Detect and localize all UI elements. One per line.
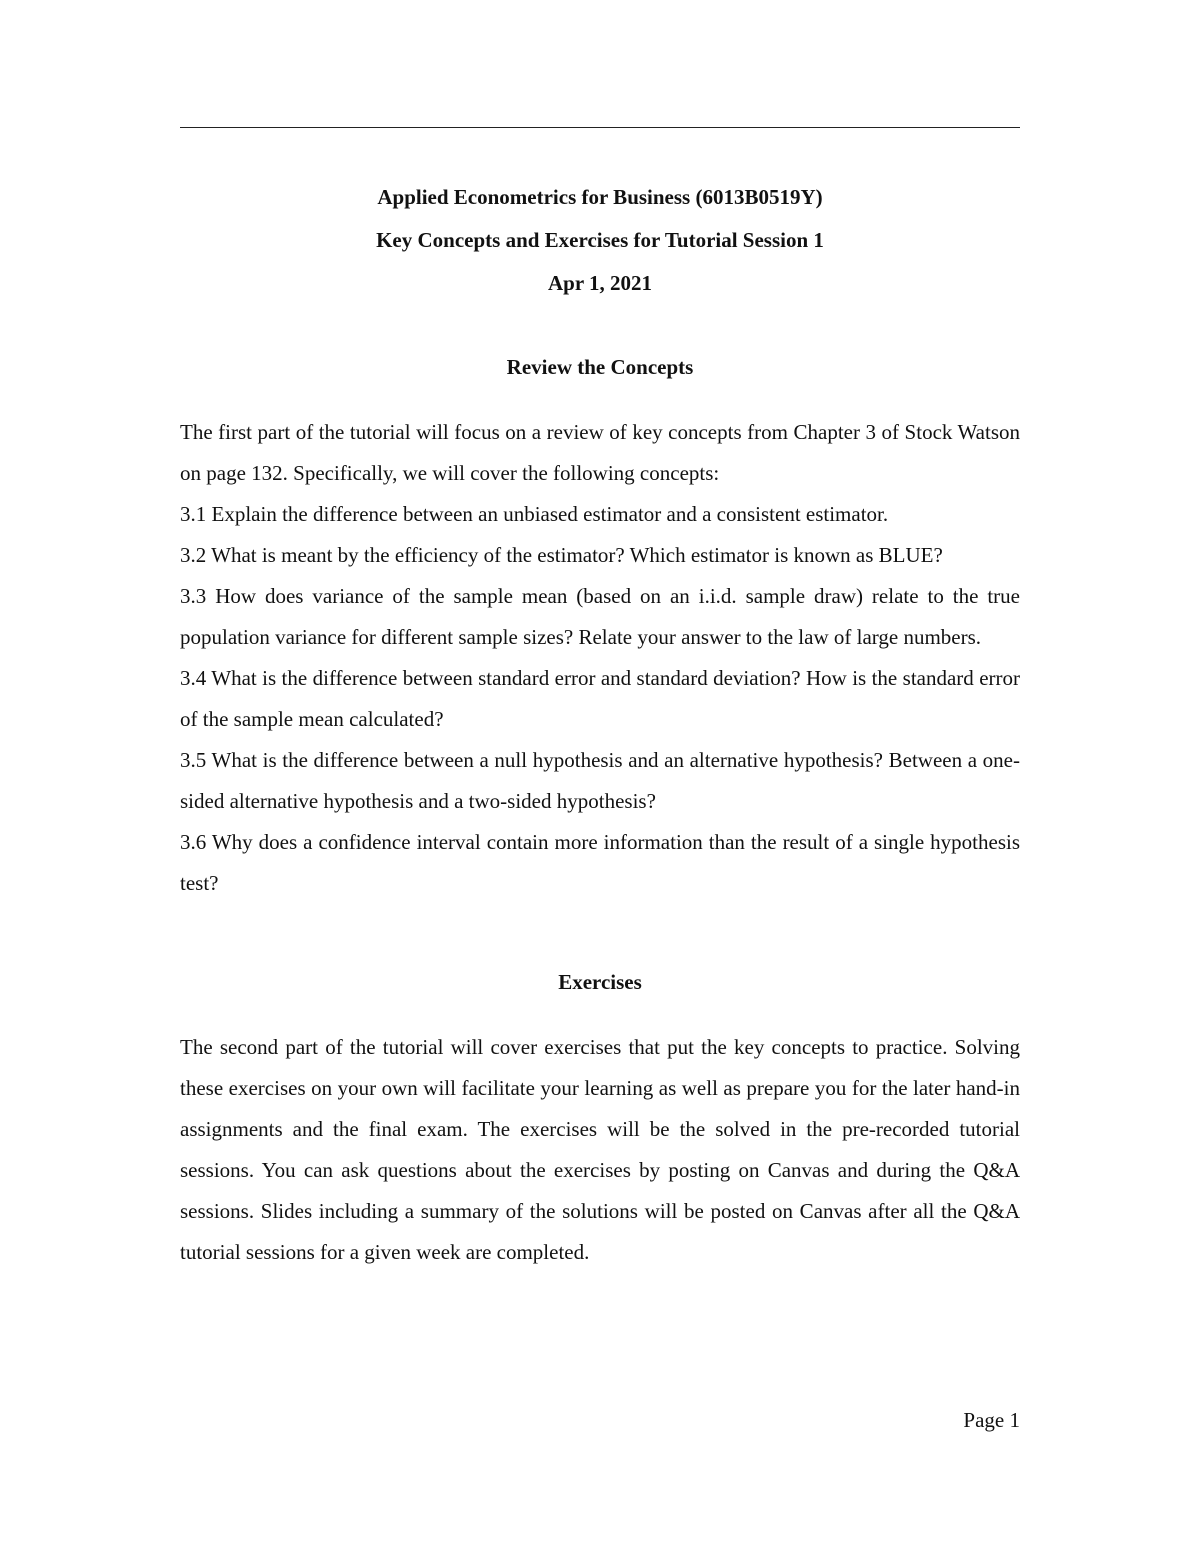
document-title-block xyxy=(180,176,1020,305)
document-subtitle: Key Concepts and Exercises for Tutorial Session 1 xyxy=(376,228,824,252)
header-rule xyxy=(180,127,1020,128)
concept-item-3-1: 3.1 Explain the difference between an unbiased estimator and a consistent estimator. xyxy=(180,502,889,526)
exercises-section-body xyxy=(180,1027,1020,1273)
exercises-heading: Exercises xyxy=(558,970,642,994)
exercises-paragraph: The second part of the tutorial will cover exercises that put the key concepts to practice. Solving these exercises on your own will facilitate your learning as well as prepare you for the later hand-in assignments and the final exam. The exercises will be the solved in the pre-recorded tutorial sessions. You can ask questions about the exercises by posting on Canvas and during the Q&A sessions. Slides including a summary of the solutions will be posted on Canvas after all the Q&A tutorial sessions for a given week are completed. xyxy=(180,1035,1020,1264)
concept-item-3-5: 3.5 What is the difference between a null hypothesis and an alternative hypothesis? Between a one-sided alternative hypothesis and a two-sided hypothesis? xyxy=(180,748,1020,813)
course-title: Applied Econometrics for Business (6013B0519Y) xyxy=(377,185,823,209)
concept-item-3-4: 3.4 What is the difference between standard error and standard deviation? How is the standard error of the sample mean calculated? xyxy=(180,666,1020,731)
concept-item-3-3: 3.3 How does variance of the sample mean (based on an i.i.d. sample draw) relate to the true population variance for different sample sizes? Relate your answer to the law of large numbers. xyxy=(180,584,1020,649)
concept-item-3-2: 3.2 What is meant by the efficiency of the estimator? Which estimator is known as BLUE? xyxy=(180,543,943,567)
review-intro: The first part of the tutorial will focus on a review of key concepts from Chapter 3 of Stock Watson on page 132. Specifically, we will cover the following concepts: xyxy=(180,420,1020,485)
concept-item-3-6: 3.6 Why does a confidence interval contain more information than the result of a single hypothesis test? xyxy=(180,830,1020,895)
review-heading: Review the Concepts xyxy=(506,355,694,379)
document-date: Apr 1, 2021 xyxy=(547,271,653,295)
page-number: Page 1 xyxy=(963,1408,1020,1432)
review-section-body xyxy=(180,412,1020,904)
